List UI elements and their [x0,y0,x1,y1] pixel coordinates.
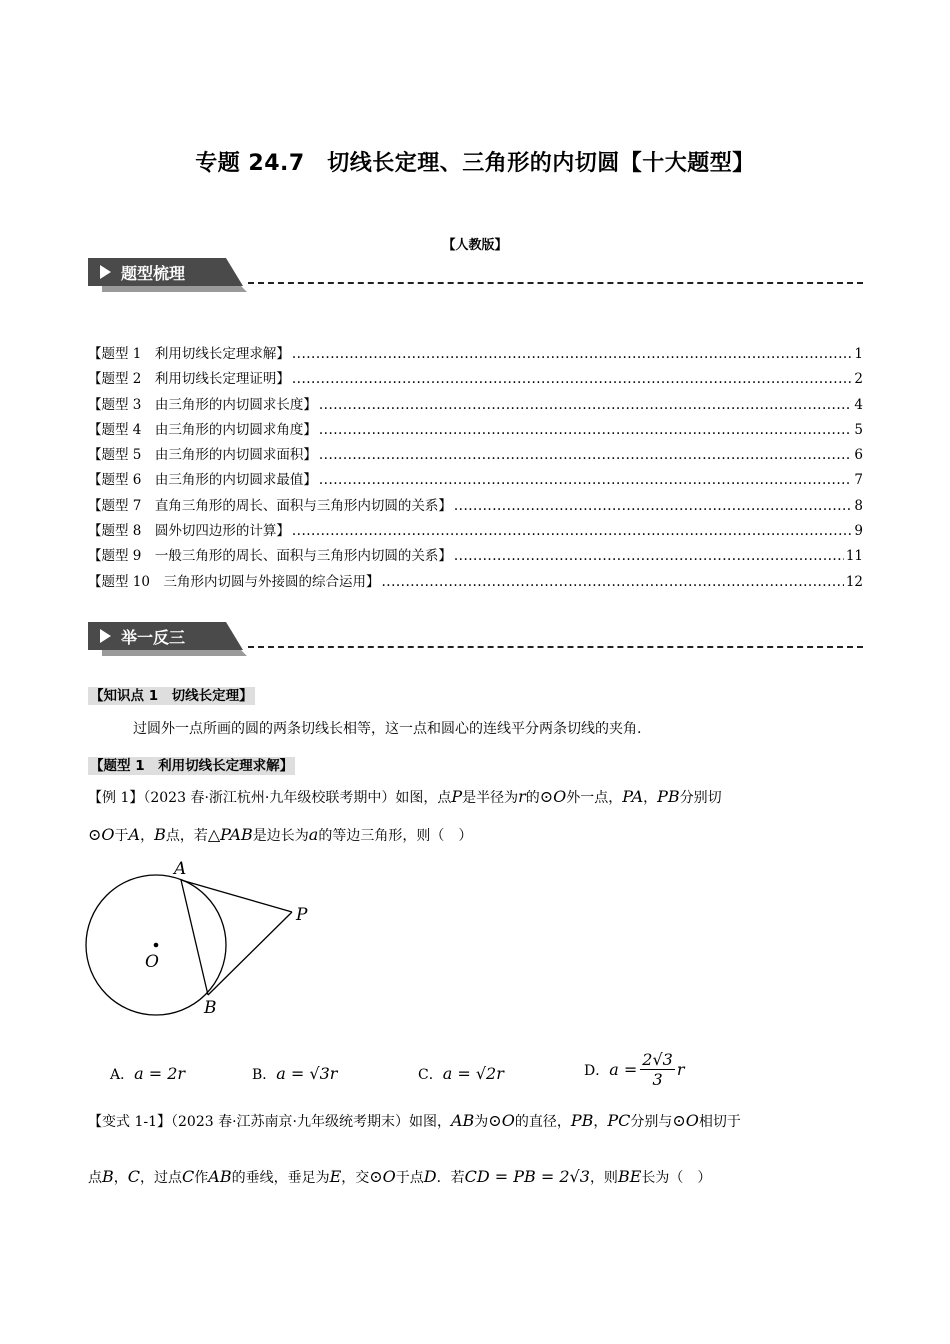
toc-item-label: 【题型 8 圆外切四边形的计算】 [88,523,290,540]
toc-item-label: 【题型 3 由三角形的内切圆求长度】 [88,396,317,413]
dashed-divider [248,646,863,648]
banner-label: 举一反三 [121,628,186,647]
play-icon [100,265,111,279]
toc-item-label: 【题型 10 三角形内切圆与外接圆的综合运用】 [88,573,380,590]
example1-text: 【例 1】（2023 春·浙江杭州·九年级校联考期中）如图，点P是半径为r的⊙O外一点，PA，PB分别切 [88,787,722,806]
toc-item[interactable] [88,393,863,418]
toc-page-number: 1 [854,346,863,362]
toc-page-number: 5 [854,421,863,438]
option-b[interactable]: B．a = √3r [252,1064,338,1083]
option-a[interactable]: A．a = 2r [110,1064,186,1083]
label-b: B [204,998,217,1018]
chord-ab [181,880,208,995]
fraction: $\frac{2√3}{3}$ [642,1050,673,1089]
section-banner-types [88,258,863,292]
toc-page-number: 7 [854,472,863,489]
option-d[interactable]: D． a = $\frac{2√3}{3}$ r [584,1050,685,1089]
toc-item-label: 【题型 2 利用切线长定理证明】 [88,371,290,388]
toc-leader [319,447,853,463]
toc-leader [319,422,853,438]
toc-page-number: 2 [854,371,863,388]
toc-leader [381,574,843,590]
toc-page-number: 8 [854,497,863,514]
toc-leader [319,397,853,413]
toc-leader [319,472,853,488]
toc-item-label: 【题型 4 由三角形的内切圆求角度】 [88,421,317,438]
toc-item[interactable] [88,443,863,468]
type1-heading: 【题型 1 利用切线长定理求解】 [90,758,294,774]
toc-item[interactable] [88,570,863,595]
toc-page-number: 9 [854,523,863,540]
toc-leader [292,523,853,539]
toc-page-number: 11 [845,548,863,565]
dashed-divider [248,282,863,284]
knowledge-heading: 【知识点 1 切线长定理】 [90,688,253,704]
label-p: P [296,905,308,925]
toc-page-number: 6 [854,447,863,464]
toc-item-label: 【题型 7 直角三角形的周长、面积与三角形内切圆的关系】 [88,497,452,514]
option-c[interactable]: C．a = √2r [418,1064,504,1083]
toc-item-label: 【题型 9 一般三角形的周长、面积与三角形内切圆的关系】 [88,548,452,565]
variant-text: 【变式 1-1】（2023 春·江苏南京·九年级统考期末）如图，AB为⊙O的直径，PB，PC分别与⊙O相切于 [88,1111,741,1130]
toc-leader [454,548,844,564]
toc-leader [292,346,853,362]
toc-page-number: 4 [854,396,863,413]
banner-label: 题型梳理 [121,264,186,283]
toc-item-label: 【题型 1 利用切线长定理求解】 [88,346,290,362]
toc-item[interactable] [88,367,863,392]
label-o: O [145,952,159,972]
toc-leader [292,371,853,387]
center-point [154,943,159,948]
toc-item[interactable] [88,519,863,544]
toc-item[interactable] [88,418,863,443]
knowledge-text: 过圆外一点所画的圆的两条切线长相等，这一点和圆心的连线平分两条切线的夹角. [133,721,642,737]
example1-text-line2: ⊙O于A，B点，若△PAB是边长为a的等边三角形，则（ ） [88,825,473,844]
toc-leader [454,498,853,514]
table-of-contents [88,342,863,595]
tangent-figure [80,855,320,1025]
toc-item[interactable] [88,544,863,569]
tangent-pa [181,880,292,912]
edition-label: 【人教版】 [442,238,508,253]
page-title: 专题 24.7 切线长定理、三角形的内切圆【十大题型】 [195,151,755,176]
toc-page-number: 12 [845,573,863,590]
play-icon [100,629,111,643]
section-banner-examples [88,622,863,656]
toc-item[interactable] [88,494,863,519]
toc-item-label: 【题型 5 由三角形的内切圆求面积】 [88,447,317,464]
toc-item[interactable] [88,468,863,493]
tangent-pb [208,912,292,995]
toc-item-label: 【题型 6 由三角形的内切圆求最值】 [88,472,317,489]
label-a: A [174,859,187,879]
toc-item[interactable] [88,342,863,367]
variant-text-line2: 点B，C，过点C作AB的垂线，垂足为E，交⊙O于点D．若CD = PB = 2√3，则BE长为（ ） [88,1167,712,1186]
